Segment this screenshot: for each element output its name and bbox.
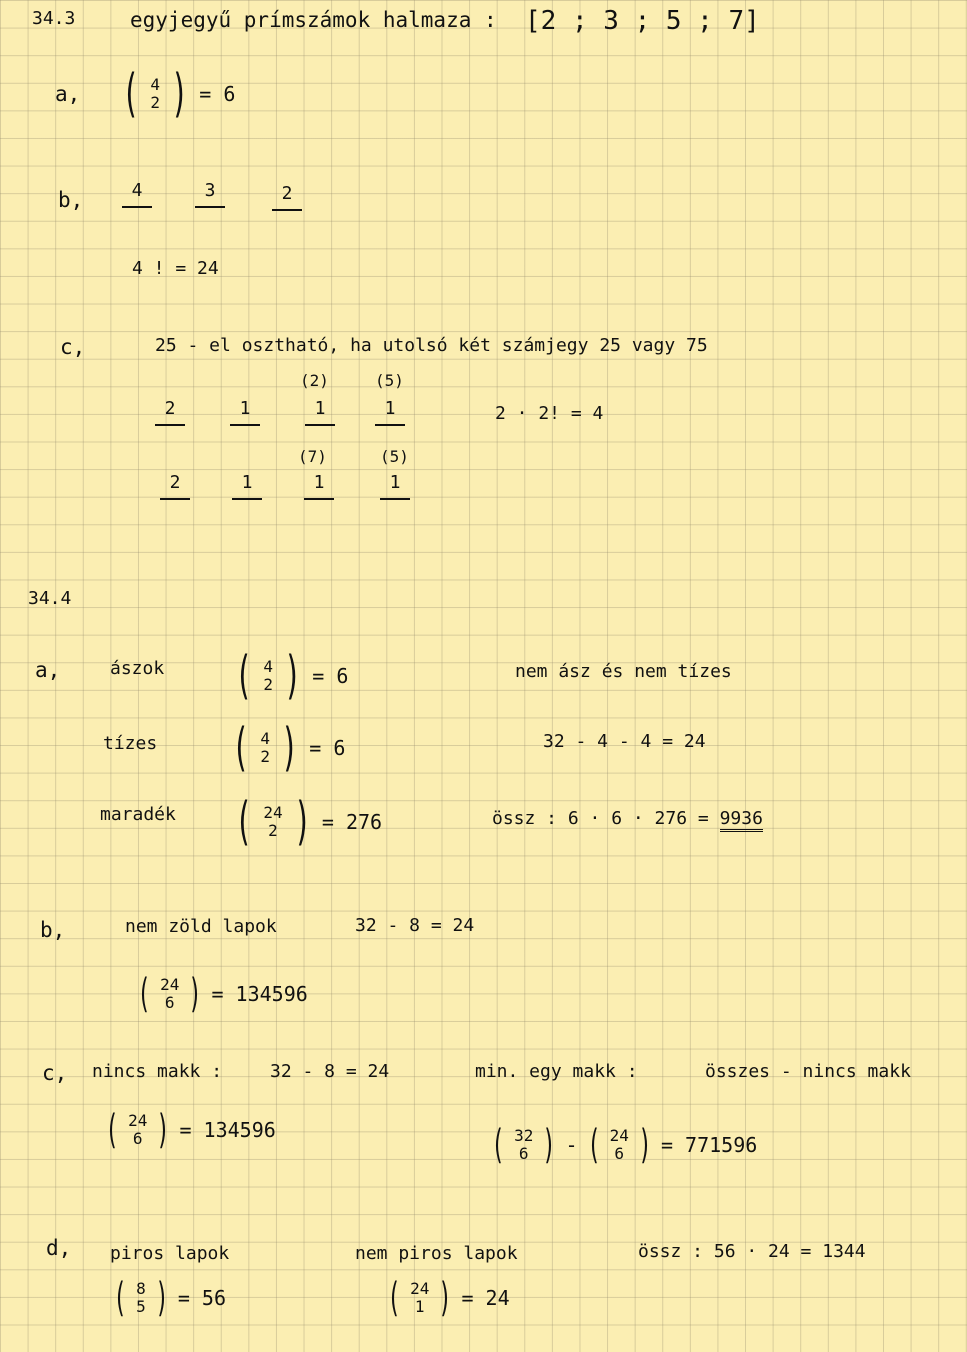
binomial-4-2: ( 4 2 ) = 6 xyxy=(122,64,236,124)
binom-top: 24 xyxy=(160,974,180,994)
prime-set: [2 ; 3 ; 5 ; 7] xyxy=(525,6,760,36)
row1-slot-3: 1 xyxy=(305,400,335,426)
p344-part-a-label: a, xyxy=(35,658,61,682)
min-egy-makk-text: min. egy makk : xyxy=(475,1061,638,1082)
binom-result: = 6 xyxy=(199,82,236,106)
binom-bottom: 6 xyxy=(614,1144,625,1163)
binom-top: 24 xyxy=(410,1278,430,1298)
binom-top: 8 xyxy=(136,1278,146,1298)
aszok-label: ászok xyxy=(110,658,165,679)
slot-3: 2 xyxy=(272,185,302,211)
minus-sign: - xyxy=(565,1133,578,1157)
binom-result: = 771596 xyxy=(660,1133,758,1157)
osszes-nincs-text: összes - nincs makk xyxy=(705,1061,911,1082)
row1-top-1: (2) xyxy=(300,371,329,390)
p344-part-d-label: d, xyxy=(46,1236,72,1260)
binomial-c1: ( 24 6 ) = 134596 xyxy=(105,1107,276,1153)
row2-slot-2: 1 xyxy=(232,474,262,500)
binomial-aszok: ( 4 2 ) = 6 xyxy=(235,646,349,706)
binomial-tizes: ( 4 2 ) = 6 xyxy=(232,718,346,778)
nem-zold-text: nem zöld lapok xyxy=(125,916,277,937)
slot-1: 4 xyxy=(122,182,152,208)
part-b-label: b, xyxy=(58,188,84,212)
row2-slot-4: 1 xyxy=(380,474,410,500)
tizes-label: tízes xyxy=(103,733,158,754)
nem-asz-calc: 32 - 4 - 4 = 24 xyxy=(543,731,706,752)
part-a-label: a, xyxy=(55,82,81,106)
problem-number-34-4: 34.4 xyxy=(28,588,72,609)
binomial-d1: ( 8 5 ) = 56 xyxy=(113,1275,226,1321)
row2-top-1: (7) xyxy=(298,447,327,466)
binomial-c2: ( 32 6 ) - ( 24 6 ) = 771596 xyxy=(491,1122,758,1168)
part-c-label: c, xyxy=(60,335,86,359)
nem-asz-text: nem ász és nem tízes xyxy=(515,661,732,682)
factorial: 4 ! = 24 xyxy=(132,258,219,279)
binom-bottom: 5 xyxy=(136,1297,146,1316)
maradek-label: maradék xyxy=(100,804,176,825)
nincs-makk-text: nincs makk : xyxy=(92,1061,223,1082)
binom-top: 4 xyxy=(263,656,273,676)
binomial-d2: ( 24 1 ) = 24 xyxy=(387,1275,510,1321)
binom-bottom: 6 xyxy=(132,1129,143,1148)
binom-bottom: 2 xyxy=(268,821,278,840)
row1-slot-4: 1 xyxy=(375,400,405,426)
binom-top: 24 xyxy=(609,1125,629,1145)
ossz-expression: össz : 6 · 6 · 276 = xyxy=(492,808,709,829)
problem-number-34-3: 34.3 xyxy=(32,8,76,29)
binom-result: = 24 xyxy=(461,1286,510,1310)
ossz-result: 9936 xyxy=(720,808,763,832)
ossz-calc xyxy=(492,810,763,828)
row2-slot-1: 2 xyxy=(160,474,190,500)
slot-2: 3 xyxy=(195,182,225,208)
binom-bottom: 2 xyxy=(150,93,160,112)
part-c-text: 25 - el osztható, ha utolsó két számjegy 25 vagy 75 xyxy=(155,335,708,356)
binom-bottom: 6 xyxy=(164,993,175,1012)
nem-piros-text: nem piros lapok xyxy=(355,1243,518,1264)
piros-text: piros lapok xyxy=(110,1243,230,1264)
row1-top-2: (5) xyxy=(375,371,404,390)
binom-result: = 6 xyxy=(309,736,346,760)
row2-slot-3: 1 xyxy=(304,474,334,500)
binom-bottom: 2 xyxy=(263,675,273,694)
binom-bottom: 6 xyxy=(518,1144,529,1163)
binom-top: 4 xyxy=(260,728,270,748)
binom-bottom: 2 xyxy=(260,747,270,766)
binom-top: 32 xyxy=(514,1125,534,1145)
row1-calc: 2 · 2! = 4 xyxy=(495,403,604,424)
binom-result: = 134596 xyxy=(179,1118,276,1142)
p344-part-b-label: b, xyxy=(40,918,66,942)
row2-top-2: (5) xyxy=(380,447,409,466)
binom-top: 24 xyxy=(263,802,283,822)
binomial-b: ( 24 6 ) = 134596 xyxy=(137,971,308,1017)
intro-text: egyjegyű prímszámok halmaza : xyxy=(130,8,497,32)
binom-result: = 6 xyxy=(312,664,349,688)
p344-part-c-label: c, xyxy=(42,1061,68,1085)
binom-result: = 276 xyxy=(321,810,383,834)
binom-result: = 134596 xyxy=(211,982,308,1006)
binomial-maradek: ( 24 2 ) = 276 xyxy=(235,792,383,852)
binom-result: = 56 xyxy=(177,1286,226,1310)
row1-slot-2: 1 xyxy=(230,400,260,426)
nem-zold-calc: 32 - 8 = 24 xyxy=(355,915,475,936)
nincs-makk-calc: 32 - 8 = 24 xyxy=(270,1061,390,1082)
binom-top: 4 xyxy=(150,74,160,94)
binom-top: 24 xyxy=(128,1110,148,1130)
binom-bottom: 1 xyxy=(414,1297,425,1316)
ossz-d-calc: össz : 56 · 24 = 1344 xyxy=(638,1241,866,1262)
row1-slot-1: 2 xyxy=(155,400,185,426)
